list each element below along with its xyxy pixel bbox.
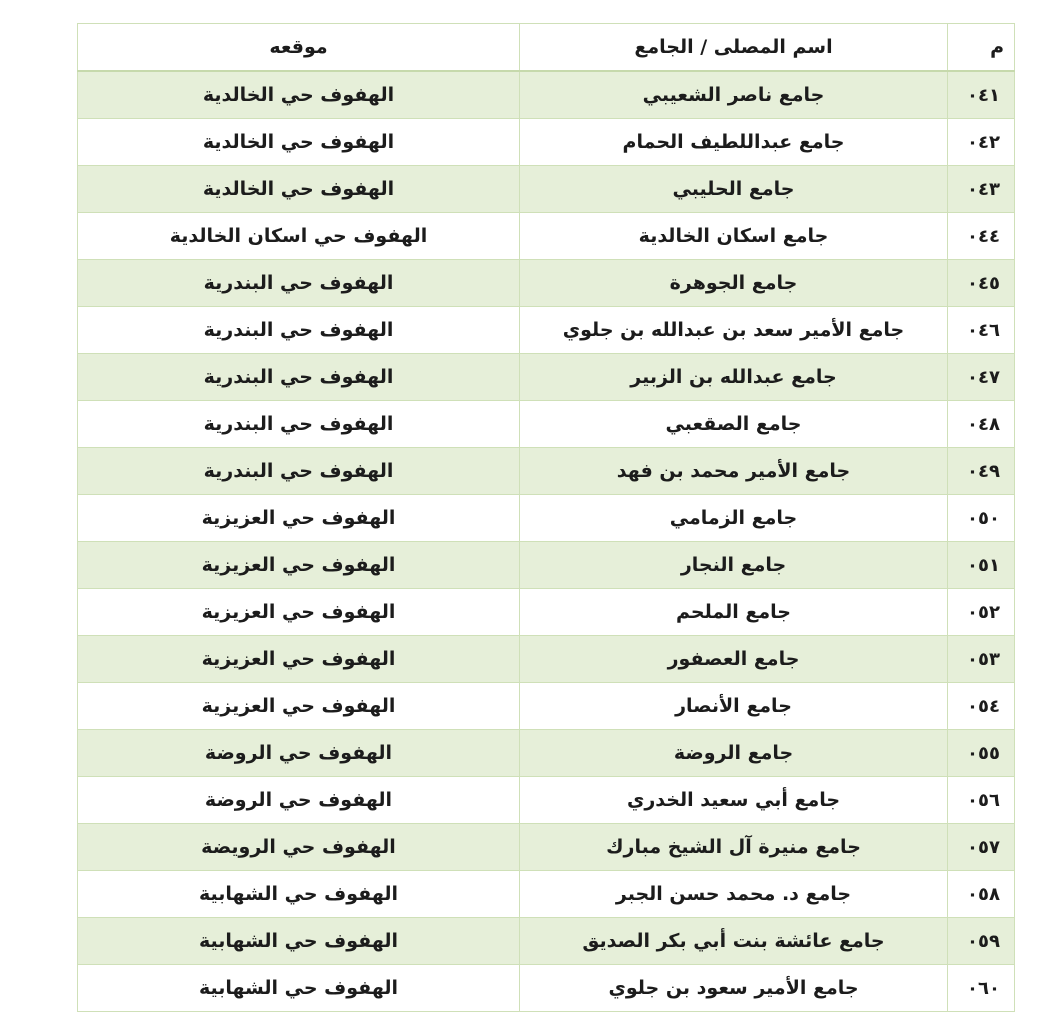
row-location: الهفوف حي البندرية xyxy=(78,354,520,401)
table-row xyxy=(78,824,1015,871)
row-name: جامع اسكان الخالدية xyxy=(520,213,948,260)
row-name: جامع الأمير محمد بن فهد xyxy=(520,448,948,495)
row-number: ٠٤٣ xyxy=(948,166,1015,213)
table-row xyxy=(78,71,1015,119)
row-name: جامع الروضة xyxy=(520,730,948,777)
row-name: جامع النجار xyxy=(520,542,948,589)
row-name: جامع الحليبي xyxy=(520,166,948,213)
table-row xyxy=(78,119,1015,166)
table-header-row xyxy=(78,24,1015,72)
row-name: جامع الملحم xyxy=(520,589,948,636)
row-name: جامع عبدالله بن الزبير xyxy=(520,354,948,401)
row-name: جامع أبي سعيد الخدري xyxy=(520,777,948,824)
table-row xyxy=(78,965,1015,1012)
row-location: الهفوف حي الشهابية xyxy=(78,918,520,965)
row-location: الهفوف حي العزيزية xyxy=(78,683,520,730)
table-row xyxy=(78,777,1015,824)
row-location: الهفوف حي العزيزية xyxy=(78,542,520,589)
table-row xyxy=(78,307,1015,354)
table-row xyxy=(78,260,1015,307)
row-location: الهفوف حي العزيزية xyxy=(78,636,520,683)
header-number: م xyxy=(948,24,1015,72)
row-number: ٠٦٠ xyxy=(948,965,1015,1012)
table-row xyxy=(78,589,1015,636)
row-location: الهفوف حي الخالدية xyxy=(78,119,520,166)
row-location: الهفوف حي الروضة xyxy=(78,730,520,777)
row-number: ٠٥١ xyxy=(948,542,1015,589)
row-number: ٠٥٧ xyxy=(948,824,1015,871)
table-row xyxy=(78,636,1015,683)
row-name: جامع الجوهرة xyxy=(520,260,948,307)
row-location: الهفوف حي الرويضة xyxy=(78,824,520,871)
row-location: الهفوف حي الروضة xyxy=(78,777,520,824)
row-name: جامع الأمير سعود بن جلوي xyxy=(520,965,948,1012)
header-name: اسم المصلى / الجامع xyxy=(520,24,948,72)
row-name: جامع ناصر الشعيبي xyxy=(520,71,948,119)
table-row xyxy=(78,166,1015,213)
row-number: ٠٥٢ xyxy=(948,589,1015,636)
row-number: ٠٤٥ xyxy=(948,260,1015,307)
row-number: ٠٤٩ xyxy=(948,448,1015,495)
row-location: الهفوف حي البندرية xyxy=(78,260,520,307)
row-number: ٠٥٩ xyxy=(948,918,1015,965)
row-name: جامع الصقعبي xyxy=(520,401,948,448)
table-row xyxy=(78,918,1015,965)
row-name: جامع منيرة آل الشيخ مبارك xyxy=(520,824,948,871)
row-location: الهفوف حي العزيزية xyxy=(78,495,520,542)
row-location: الهفوف حي الخالدية xyxy=(78,166,520,213)
row-location: الهفوف حي اسكان الخالدية xyxy=(78,213,520,260)
row-number: ٠٥٠ xyxy=(948,495,1015,542)
row-number: ٠٤٤ xyxy=(948,213,1015,260)
mosque-table-container xyxy=(77,23,1014,1012)
table-row xyxy=(78,213,1015,260)
row-location: الهفوف حي البندرية xyxy=(78,307,520,354)
row-number: ٠٥٨ xyxy=(948,871,1015,918)
header-location: موقعه xyxy=(78,24,520,72)
mosque-table xyxy=(77,23,1015,1012)
row-location: الهفوف حي الخالدية xyxy=(78,71,520,119)
table-row xyxy=(78,683,1015,730)
row-location: الهفوف حي الشهابية xyxy=(78,965,520,1012)
row-number: ٠٤١ xyxy=(948,71,1015,119)
row-name: جامع عبداللطيف الحمام xyxy=(520,119,948,166)
row-name: جامع الأمير سعد بن عبدالله بن جلوي xyxy=(520,307,948,354)
row-number: ٠٥٦ xyxy=(948,777,1015,824)
row-name: جامع الأنصار xyxy=(520,683,948,730)
table-row xyxy=(78,401,1015,448)
table-row xyxy=(78,730,1015,777)
table-row xyxy=(78,871,1015,918)
row-name: جامع عائشة بنت أبي بكر الصديق xyxy=(520,918,948,965)
row-location: الهفوف حي الشهابية xyxy=(78,871,520,918)
row-location: الهفوف حي البندرية xyxy=(78,401,520,448)
row-location: الهفوف حي البندرية xyxy=(78,448,520,495)
row-number: ٠٤٦ xyxy=(948,307,1015,354)
row-location: الهفوف حي العزيزية xyxy=(78,589,520,636)
row-number: ٠٥٥ xyxy=(948,730,1015,777)
row-name: جامع الزمامي xyxy=(520,495,948,542)
row-name: جامع د. محمد حسن الجبر xyxy=(520,871,948,918)
row-number: ٠٤٨ xyxy=(948,401,1015,448)
row-number: ٠٤٢ xyxy=(948,119,1015,166)
table-row xyxy=(78,448,1015,495)
table-row xyxy=(78,354,1015,401)
table-row xyxy=(78,495,1015,542)
row-number: ٠٥٤ xyxy=(948,683,1015,730)
row-number: ٠٤٧ xyxy=(948,354,1015,401)
row-name: جامع العصفور xyxy=(520,636,948,683)
table-row xyxy=(78,542,1015,589)
row-number: ٠٥٣ xyxy=(948,636,1015,683)
